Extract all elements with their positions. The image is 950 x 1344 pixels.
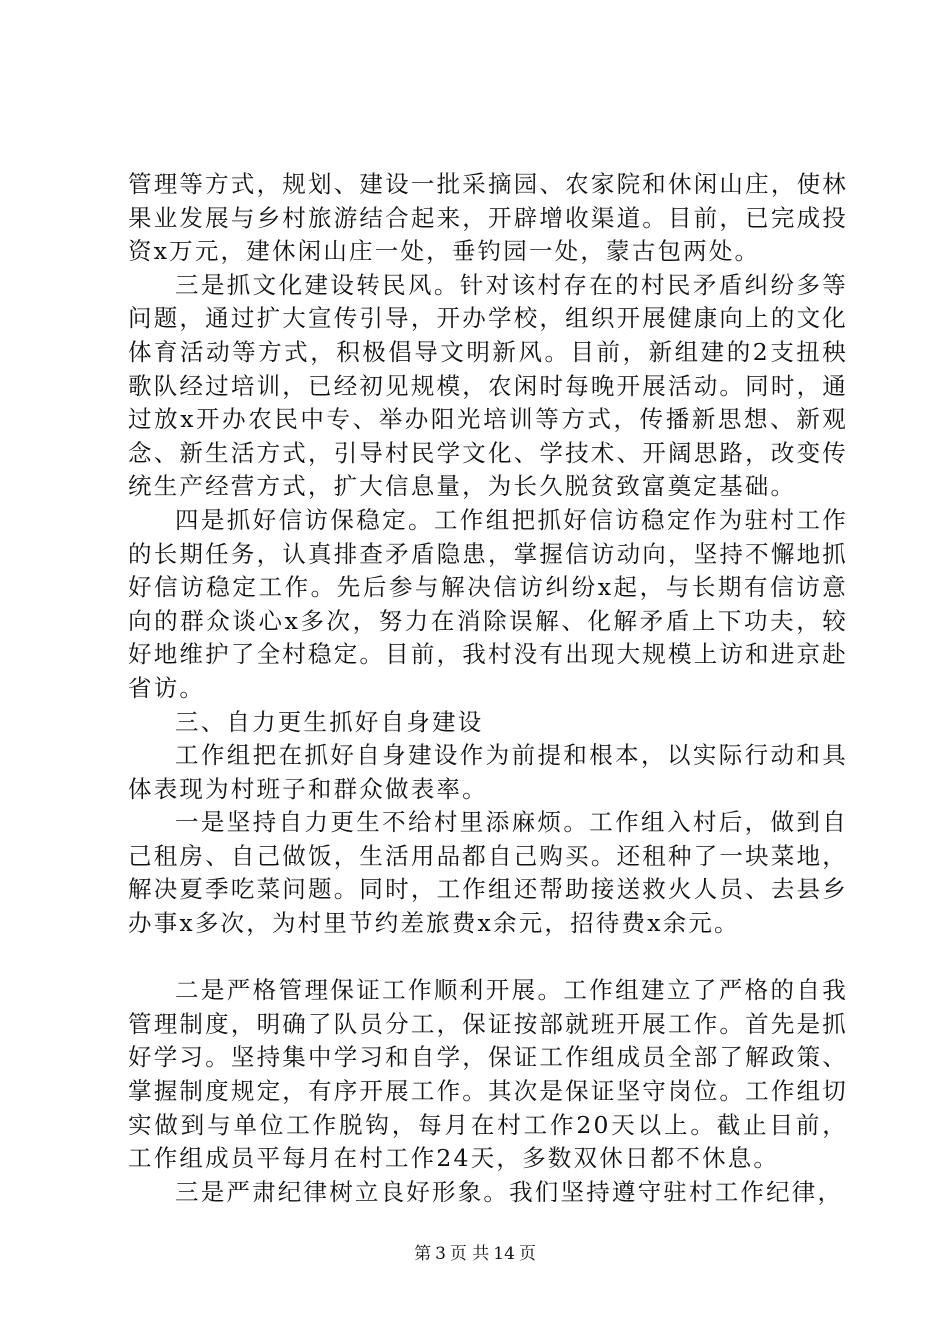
total-pages: 14: [493, 1244, 515, 1264]
page-footer: [0, 1242, 950, 1266]
paragraph-6: 二是严格管理保证工作顺利开展。工作组建立了严格的自我管理制度，明确了队员分工，保证按部就班开展工作。首先是抓好学习。坚持集中学习和自学，保证工作组成员全部了解政策、掌握制度规定，有序开展工作。其次是保证坚守岗位。工作组切实做到与单位工作脱钩，每月在村工作20天以上。截止目前，工作组成员平每月在村工作24天，多数双休日都不休息。: [128, 976, 848, 1173]
paragraph-5: 一是坚持自力更生不给村里添麻烦。工作组入村后，做到自己租房、自己做饭，生活用品都自己购买。还租种了一块菜地，解决夏季吃菜问题。同时，工作组还帮助接送救火人员、去县乡办事x多次，为村里节约差旅费x余元，招待费x余元。: [128, 808, 848, 938]
document-body: [128, 168, 848, 1209]
paragraph-3: 四是抓好信访保稳定。工作组把抓好信访稳定作为驻村工作的长期任务，认真排查矛盾隐患，掌握信访动向，坚持不懈地抓好信访稳定工作。先后参与解决信访纠纷x起，与长期有信访意向的群众谈心x多次，努力在消除误解、化解矛盾上下功夫，较好地维护了全村稳定。目前，我村没有出现大规模上访和进京赴省访。: [128, 505, 848, 702]
footer-prefix: 第: [414, 1244, 432, 1264]
paragraph-7: 三是严肃纪律树立良好形象。我们坚持遵守驻村工作纪律，: [175, 1177, 844, 1206]
footer-mid: 页 共: [449, 1244, 490, 1264]
paragraph-2: 三是抓文化建设转民风。针对该村存在的村民矛盾纠纷多等问题，通过扩大宣传引导，开办学校，组织开展健康向上的文化体育活动等方式，积极倡导文明新风。目前，新组建的2支扭秧歌队经过培训，已经初见规模，农闲时每晚开展活动。同时，通过放x开办农民中专、举办阳光培训等方式，传播新思想、新观念、新生活方式，引导村民学文化、学技术、开阔思路，改变传统生产经营方式，扩大信息量，为长久脱贫致富奠定基础。: [128, 270, 848, 501]
section-heading: 三、自力更生抓好自身建设: [175, 707, 484, 736]
footer-suffix: 页: [518, 1244, 536, 1264]
blank-line: [128, 941, 848, 975]
paragraph-4: 工作组把在抓好自身建设作为前提和根本，以实际行动和具体表现为村班子和群众做表率。: [128, 741, 848, 803]
paragraph-1: 管理等方式，规划、建设一批采摘园、农家院和休闲山庄，使林果业发展与乡村旅游结合起来，开辟增收渠道。目前，已完成投资x万元，建休闲山庄一处，垂钓园一处，蒙古包两处。: [128, 170, 848, 266]
page-number: 3: [435, 1244, 446, 1264]
